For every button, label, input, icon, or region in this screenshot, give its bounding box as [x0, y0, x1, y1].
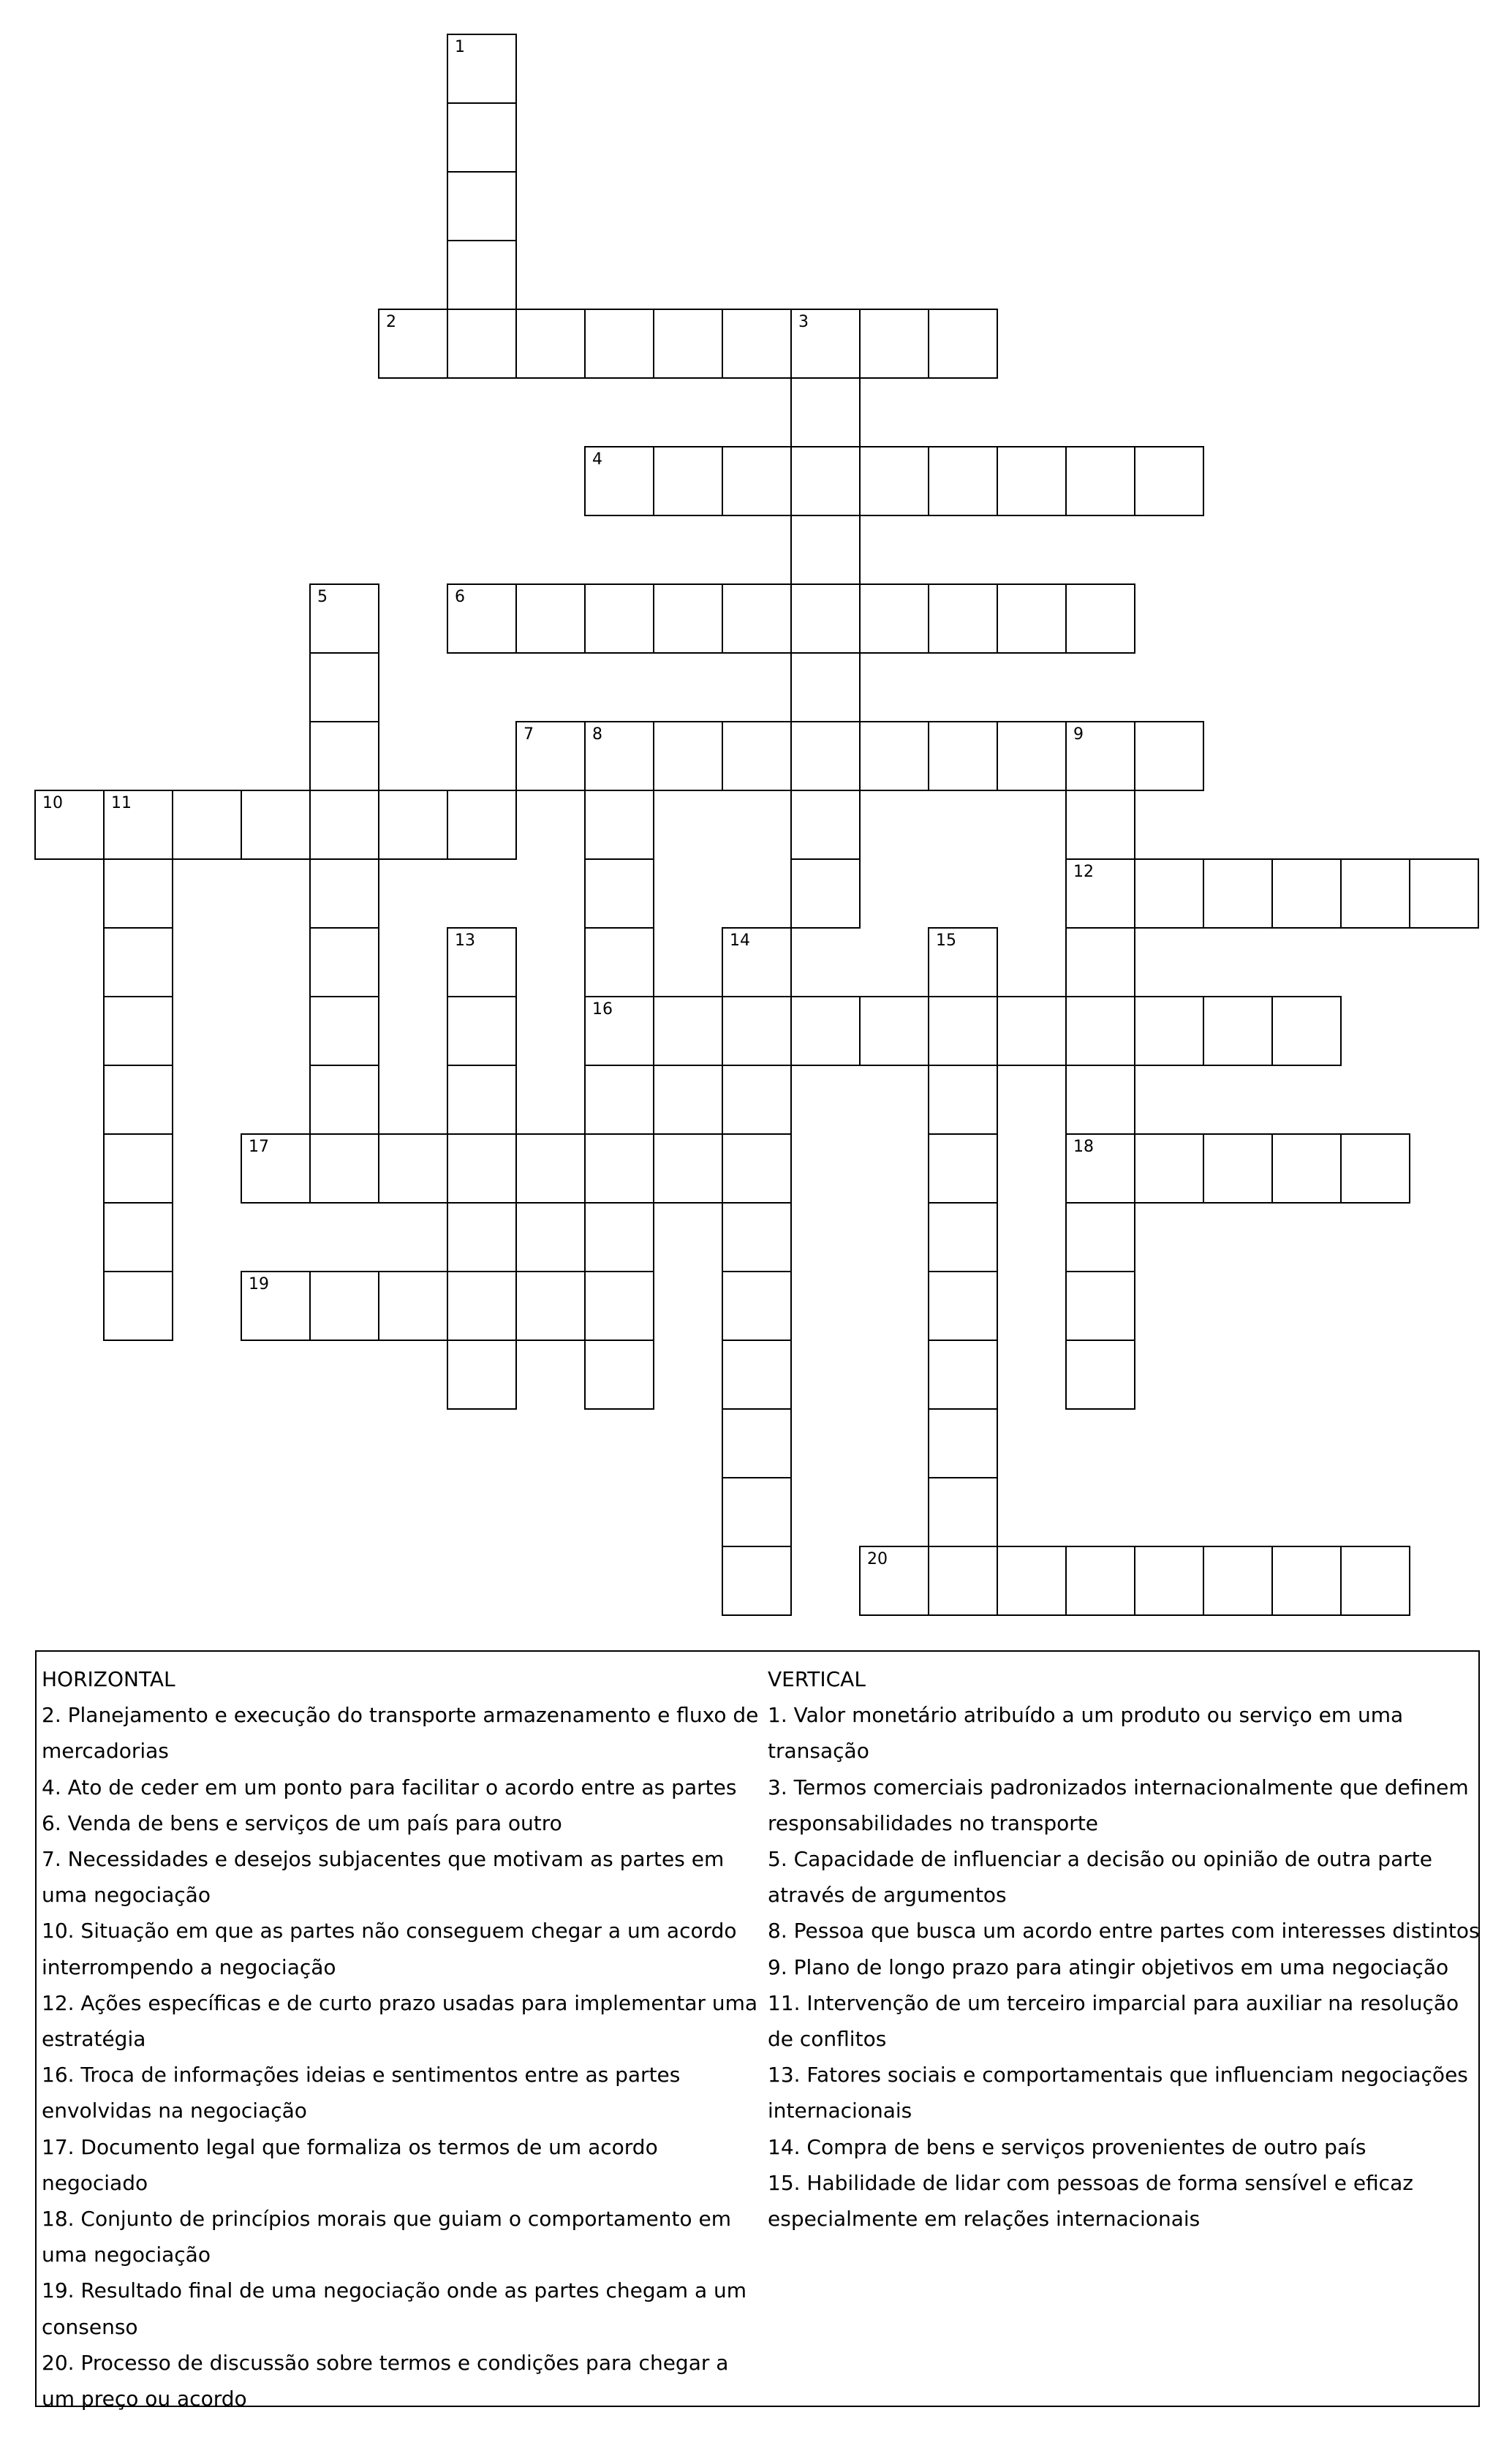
- grid-cell[interactable]: [722, 1065, 792, 1135]
- grid-cell[interactable]: [1203, 996, 1273, 1066]
- grid-cell[interactable]: [859, 446, 929, 516]
- grid-cell[interactable]: [722, 1271, 792, 1341]
- grid-cell[interactable]: [172, 790, 242, 860]
- grid-cell-19[interactable]: [241, 1271, 311, 1341]
- grid-cell[interactable]: [103, 996, 173, 1066]
- clue-number: 8: [592, 725, 602, 744]
- grid-cell[interactable]: [790, 515, 861, 585]
- grid-cell[interactable]: [515, 583, 586, 654]
- grid-cell[interactable]: [1065, 1340, 1135, 1410]
- grid-cell[interactable]: [722, 1546, 792, 1616]
- grid-cell[interactable]: [790, 377, 861, 447]
- clue-down-11: 11. Intervenção de um terceiro imparcial para auxiliar na resolução de conflitos: [768, 1990, 1459, 2052]
- grid-cell[interactable]: [1271, 858, 1342, 929]
- grid-cell[interactable]: [378, 1133, 448, 1204]
- clue-number: 9: [1073, 725, 1084, 744]
- vertical-heading: VERTICAL: [768, 1667, 866, 1691]
- grid-cell-5[interactable]: [309, 583, 379, 654]
- grid-cell[interactable]: [722, 996, 792, 1066]
- grid-cell[interactable]: [309, 858, 379, 929]
- grid-cell[interactable]: [859, 996, 929, 1066]
- clue-across-2: 2. Planejamento e execução do transporte armazenamento e fluxo de mercadorias: [42, 1703, 759, 1764]
- grid-cell[interactable]: [928, 721, 998, 791]
- clue-down-9: 9. Plano de longo prazo para atingir objetivos em uma negociação: [768, 1954, 1449, 1979]
- clue-number: 18: [1073, 1138, 1094, 1156]
- grid-cell[interactable]: [103, 927, 173, 997]
- grid-cell[interactable]: [859, 583, 929, 654]
- grid-cell-1[interactable]: [447, 34, 517, 104]
- grid-cell[interactable]: [722, 1340, 792, 1410]
- clue-across-19: 19. Resultado final de uma negociação onde as partes chegam a um consenso: [42, 2278, 747, 2339]
- horizontal-heading: HORIZONTAL: [42, 1667, 175, 1691]
- clue-down-13: 13. Fatores sociais e comportamentais que influenciam negociações internacionais: [768, 2063, 1468, 2123]
- clue-down-14: 14. Compra de bens e serviços provenientes de outro país: [768, 2134, 1367, 2159]
- grid-cell[interactable]: [1065, 1202, 1135, 1272]
- grid-cell[interactable]: [1065, 790, 1135, 860]
- grid-cell[interactable]: [928, 1271, 998, 1341]
- clue-down-3: 3. Termos comerciais padronizados internacionalmente que definem responsabilidades no transporte: [768, 1775, 1469, 1835]
- grid-cell[interactable]: [928, 1546, 998, 1616]
- grid-cell[interactable]: [584, 1271, 654, 1341]
- clue-number: 13: [455, 932, 475, 950]
- grid-cell[interactable]: [997, 1546, 1067, 1616]
- grid-cell[interactable]: [584, 858, 654, 929]
- grid-cell[interactable]: [928, 1408, 998, 1478]
- grid-cell[interactable]: [790, 996, 861, 1066]
- grid-cell[interactable]: [722, 1133, 792, 1204]
- grid-cell[interactable]: [515, 1133, 586, 1204]
- grid-cell[interactable]: [997, 583, 1067, 654]
- grid-cell[interactable]: [1134, 721, 1204, 791]
- grid-cell[interactable]: [790, 583, 861, 654]
- grid-cell[interactable]: [928, 583, 998, 654]
- grid-cell[interactable]: [309, 790, 379, 860]
- grid-cell[interactable]: [515, 1271, 586, 1341]
- clue-number: 3: [798, 313, 809, 331]
- grid-cell[interactable]: [997, 996, 1067, 1066]
- clue-down-5: 5. Capacidade de influenciar a decisão ou opinião de outra parte através de argumentos: [768, 1847, 1432, 1908]
- grid-cell[interactable]: [790, 790, 861, 860]
- grid-cell[interactable]: [1340, 1546, 1410, 1616]
- clue-number: 20: [867, 1550, 888, 1568]
- grid-cell[interactable]: [1203, 858, 1273, 929]
- grid-cell[interactable]: [447, 240, 517, 310]
- clues-box: [35, 1650, 1480, 2411]
- grid-cell[interactable]: [722, 446, 792, 516]
- clue-down-8: 8. Pessoa que busca um acordo entre partes com interesses distintos: [768, 1919, 1480, 1943]
- grid-cell[interactable]: [859, 309, 929, 379]
- clue-across-7: 7. Necessidades e desejos subjacentes que motivam as partes em uma negociação: [42, 1847, 725, 1908]
- grid-cell[interactable]: [103, 1202, 173, 1272]
- grid-cell-17[interactable]: [241, 1133, 311, 1204]
- grid-cell-4[interactable]: [584, 446, 654, 516]
- clue-number: 16: [592, 1000, 613, 1019]
- grid-cell[interactable]: [997, 721, 1067, 791]
- grid-cell[interactable]: [103, 1271, 173, 1341]
- grid-cell[interactable]: [1203, 1546, 1273, 1616]
- grid-cell[interactable]: [653, 996, 723, 1066]
- grid-cell[interactable]: [309, 996, 379, 1066]
- grid-cell[interactable]: [722, 1408, 792, 1478]
- clue-across-6: 6. Venda de bens e serviços de um país para outro: [42, 1810, 562, 1835]
- grid-cell-12[interactable]: [1065, 858, 1135, 929]
- clue-across-12: 12. Ações específicas e de curto prazo usadas para implementar uma estratégia: [42, 1990, 758, 2052]
- clue-across-10: 10. Situação em que as partes não conseguem chegar a um acordo interrompendo a negociação: [42, 1919, 737, 1979]
- grid-cell[interactable]: [1134, 1546, 1204, 1616]
- grid-cell[interactable]: [1134, 996, 1204, 1066]
- horizontal-clues: [42, 1661, 762, 2417]
- grid-cell[interactable]: [928, 446, 998, 516]
- grid-cell[interactable]: [1409, 858, 1479, 929]
- grid-cell[interactable]: [1340, 1133, 1410, 1204]
- grid-cell[interactable]: [103, 858, 173, 929]
- grid-cell-7[interactable]: [515, 721, 586, 791]
- grid-cell[interactable]: [928, 1065, 998, 1135]
- grid-cell[interactable]: [515, 309, 586, 379]
- grid-cell-2[interactable]: [378, 309, 448, 379]
- grid-cell-14[interactable]: [722, 927, 792, 997]
- grid-cell-15[interactable]: [928, 927, 998, 997]
- grid-cell[interactable]: [378, 790, 448, 860]
- grid-cell[interactable]: [584, 790, 654, 860]
- grid-cell[interactable]: [1065, 996, 1135, 1066]
- grid-cell[interactable]: [447, 1271, 517, 1341]
- grid-cell[interactable]: [928, 1202, 998, 1272]
- grid-cell-3[interactable]: [790, 309, 861, 379]
- grid-cell[interactable]: [447, 309, 517, 379]
- grid-cell[interactable]: [1065, 927, 1135, 997]
- grid-cell[interactable]: [103, 1133, 173, 1204]
- grid-cell[interactable]: [653, 309, 723, 379]
- grid-cell[interactable]: [1271, 1546, 1342, 1616]
- grid-cell[interactable]: [790, 446, 861, 516]
- grid-cell[interactable]: [309, 1133, 379, 1204]
- grid-cell[interactable]: [447, 102, 517, 173]
- grid-cell[interactable]: [1065, 583, 1135, 654]
- grid-cell[interactable]: [722, 1477, 792, 1547]
- grid-cell[interactable]: [859, 721, 929, 791]
- grid-cell[interactable]: [309, 1065, 379, 1135]
- clue-down-15: 15. Habilidade de lidar com pessoas de forma sensível e eficaz especialmente em relações internacionais: [768, 2170, 1413, 2232]
- clue-number: 6: [455, 588, 465, 606]
- clue-number: 4: [592, 450, 602, 469]
- grid-cell[interactable]: [1065, 1065, 1135, 1135]
- grid-cell[interactable]: [722, 309, 792, 379]
- grid-cell-8[interactable]: [584, 721, 654, 791]
- grid-cell[interactable]: [790, 721, 861, 791]
- grid-cell[interactable]: [928, 996, 998, 1066]
- grid-cell-20[interactable]: [859, 1546, 929, 1616]
- grid-cell[interactable]: [309, 652, 379, 722]
- grid-cell[interactable]: [1340, 858, 1410, 929]
- grid-cell-6[interactable]: [447, 583, 517, 654]
- horizontal-clue-list: [42, 1697, 762, 2417]
- clue-number: 2: [386, 313, 396, 331]
- grid-cell[interactable]: [1134, 1133, 1204, 1204]
- grid-cell[interactable]: [1065, 1271, 1135, 1341]
- grid-cell[interactable]: [928, 1477, 998, 1547]
- grid-cell[interactable]: [447, 171, 517, 241]
- vertical-clues: [768, 1661, 1481, 2237]
- grid-cell[interactable]: [447, 1202, 517, 1272]
- grid-cell[interactable]: [1134, 858, 1204, 929]
- clue-number: 1: [455, 38, 465, 56]
- grid-cell[interactable]: [309, 721, 379, 791]
- grid-cell[interactable]: [1065, 446, 1135, 516]
- grid-cell-13[interactable]: [447, 927, 517, 997]
- clue-across-20: 20. Processo de discussão sobre termos e condições para chegar a um preço ou acordo: [42, 2350, 729, 2411]
- grid-cell[interactable]: [584, 583, 654, 654]
- grid-cell[interactable]: [722, 721, 792, 791]
- vertical-clue-list: [768, 1697, 1481, 2237]
- grid-cell[interactable]: [653, 446, 723, 516]
- grid-cell[interactable]: [309, 927, 379, 997]
- grid-cell[interactable]: [309, 1271, 379, 1341]
- grid-cell[interactable]: [653, 721, 723, 791]
- grid-cell[interactable]: [584, 1133, 654, 1204]
- clue-number: 14: [730, 932, 750, 950]
- clue-across-4: 4. Ato de ceder em um ponto para facilitar o acordo entre as partes: [42, 1775, 737, 1799]
- grid-cell[interactable]: [103, 1065, 173, 1135]
- grid-cell[interactable]: [584, 1340, 654, 1410]
- grid-cell-11[interactable]: [103, 790, 173, 860]
- clue-across-17: 17. Documento legal que formaliza os termos de um acordo negociado: [42, 2134, 658, 2195]
- grid-cell[interactable]: [447, 1340, 517, 1410]
- grid-cell[interactable]: [584, 309, 654, 379]
- grid-cell[interactable]: [653, 583, 723, 654]
- grid-cell[interactable]: [241, 790, 311, 860]
- clue-across-16: 16. Troca de informações ideias e sentimentos entre as partes envolvidas na negociação: [42, 2063, 681, 2123]
- grid-cell[interactable]: [722, 583, 792, 654]
- grid-cell[interactable]: [1134, 446, 1204, 516]
- clue-number: 11: [111, 794, 132, 812]
- grid-cell[interactable]: [584, 927, 654, 997]
- grid-cell[interactable]: [928, 1133, 998, 1204]
- grid-cell[interactable]: [447, 1133, 517, 1204]
- clue-across-18: 18. Conjunto de princípios morais que guiam o comportamento em uma negociação: [42, 2207, 731, 2267]
- clue-number: 19: [249, 1275, 269, 1293]
- grid-cell[interactable]: [584, 1202, 654, 1272]
- grid-cell[interactable]: [447, 790, 517, 860]
- grid-cell-16[interactable]: [584, 996, 654, 1066]
- grid-cell[interactable]: [722, 1202, 792, 1272]
- grid-cell[interactable]: [790, 858, 861, 929]
- grid-cell[interactable]: [997, 446, 1067, 516]
- grid-cell-10[interactable]: [34, 790, 105, 860]
- grid-cell[interactable]: [1065, 1546, 1135, 1616]
- clue-number: 10: [42, 794, 63, 812]
- grid-cell-18[interactable]: [1065, 1133, 1135, 1204]
- clue-number: 17: [249, 1138, 269, 1156]
- grid-cell[interactable]: [584, 1065, 654, 1135]
- grid-cell[interactable]: [1203, 1133, 1273, 1204]
- grid-cell[interactable]: [447, 996, 517, 1066]
- grid-cell[interactable]: [790, 652, 861, 722]
- clue-number: 5: [317, 588, 328, 606]
- grid-cell[interactable]: [447, 1065, 517, 1135]
- grid-cell[interactable]: [378, 1271, 448, 1341]
- clue-number: 12: [1073, 863, 1094, 881]
- clue-down-1: 1. Valor monetário atribuído a um produto ou serviço em uma transação: [768, 1703, 1404, 1764]
- grid-cell[interactable]: [928, 309, 998, 379]
- clue-number: 15: [936, 932, 956, 950]
- grid-cell-9[interactable]: [1065, 721, 1135, 791]
- grid-cell[interactable]: [653, 1133, 723, 1204]
- clue-number: 7: [523, 725, 534, 744]
- grid-cell[interactable]: [928, 1340, 998, 1410]
- grid-cell[interactable]: [1271, 996, 1342, 1066]
- grid-cell[interactable]: [1271, 1133, 1342, 1204]
